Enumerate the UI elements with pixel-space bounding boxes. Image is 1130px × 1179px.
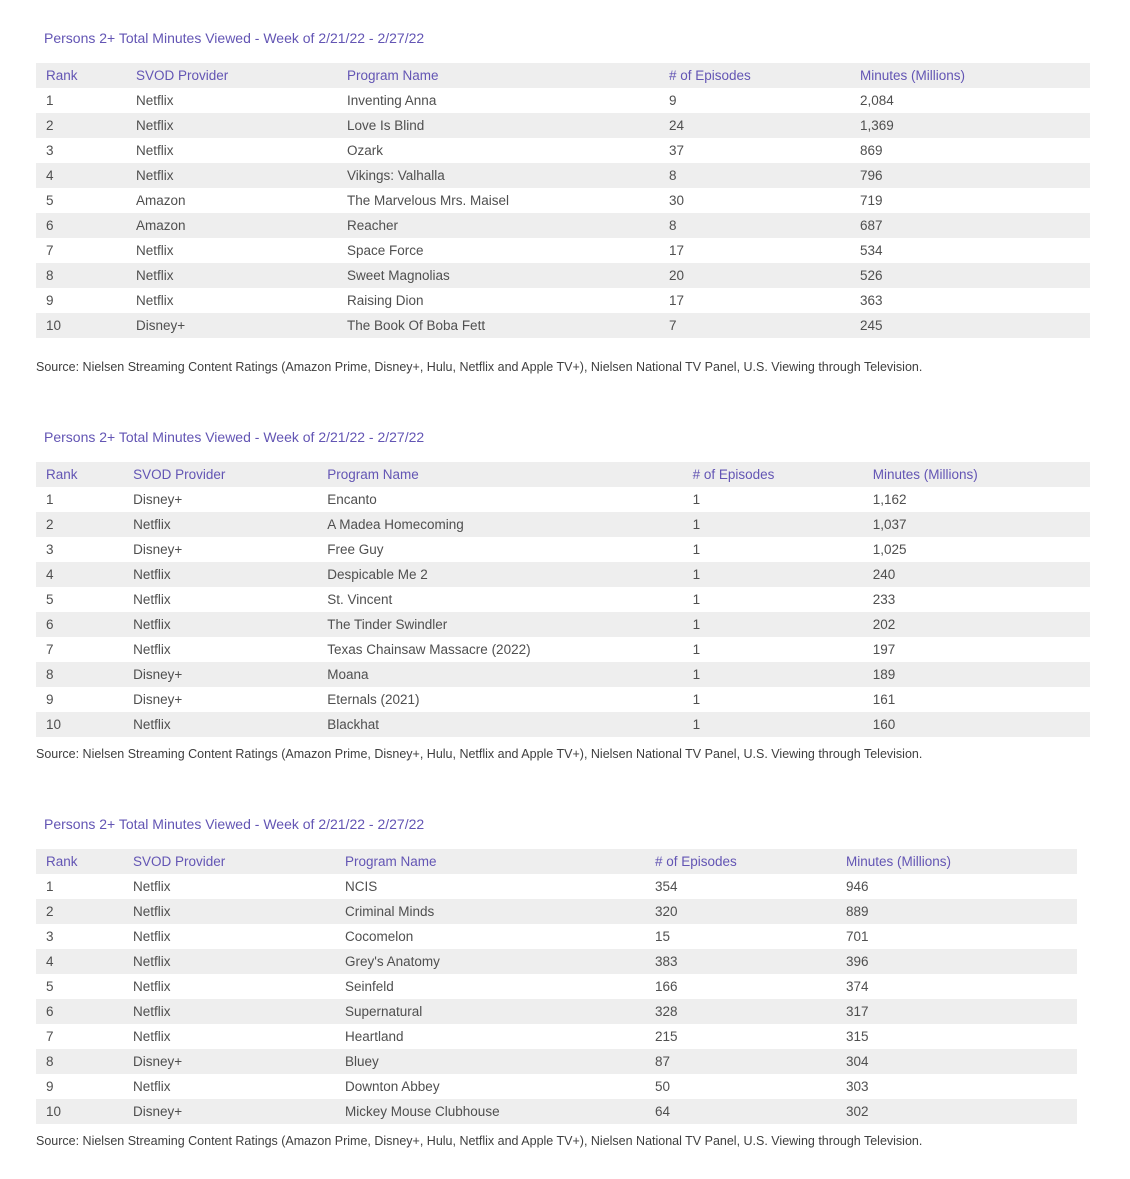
table-title: Persons 2+ Total Minutes Viewed - Week of 2/21/22 - 2/27/22 <box>44 30 425 46</box>
cell-episodes: 20 <box>669 268 685 283</box>
cell-rank: 1 <box>46 93 54 108</box>
table-row <box>36 138 1090 163</box>
cell-episodes: 15 <box>655 929 671 944</box>
cell-rank: 5 <box>46 979 54 994</box>
cell-rank: 3 <box>46 542 54 557</box>
cell-minutes: 687 <box>860 218 883 233</box>
table-row <box>36 587 1090 612</box>
cell-minutes: 315 <box>846 1029 869 1044</box>
cell-minutes: 1,162 <box>872 492 907 507</box>
cell-rank: 5 <box>46 193 54 208</box>
cell-provider: Netflix <box>133 954 171 969</box>
table-row <box>36 999 1077 1024</box>
cell-program: Encanto <box>327 492 377 507</box>
column-header-program: Program Name <box>327 467 419 482</box>
table-row <box>36 612 1090 637</box>
cell-rank: 9 <box>46 1079 54 1094</box>
cell-rank: 4 <box>46 954 54 969</box>
cell-provider: Netflix <box>133 517 171 532</box>
cell-minutes: 2,084 <box>860 93 894 108</box>
cell-episodes: 1 <box>692 492 701 507</box>
table-row <box>36 238 1090 263</box>
cell-episodes: 215 <box>655 1029 678 1044</box>
cell-provider: Netflix <box>136 268 174 283</box>
table-row <box>36 313 1090 338</box>
cell-rank: 1 <box>46 879 54 894</box>
cell-minutes: 189 <box>872 667 896 682</box>
cell-minutes: 303 <box>846 1079 869 1094</box>
cell-program: The Marvelous Mrs. Maisel <box>347 193 510 208</box>
cell-minutes: 304 <box>846 1054 869 1069</box>
cell-episodes: 383 <box>655 954 678 969</box>
cell-rank: 7 <box>46 243 54 258</box>
cell-provider: Netflix <box>133 904 171 919</box>
cell-minutes: 869 <box>860 143 883 158</box>
cell-episodes: 1 <box>692 592 701 607</box>
column-header-episodes: # of Episodes <box>692 467 775 482</box>
table-title: Persons 2+ Total Minutes Viewed - Week of 2/21/22 - 2/27/22 <box>44 429 425 445</box>
cell-episodes: 64 <box>655 1104 671 1119</box>
cell-minutes: 1,037 <box>872 517 907 532</box>
cell-episodes: 17 <box>669 243 685 258</box>
cell-minutes: 374 <box>846 979 869 994</box>
cell-episodes: 320 <box>655 904 678 919</box>
cell-program: St. Vincent <box>327 592 393 607</box>
table-row <box>36 1074 1077 1099</box>
cell-minutes: 197 <box>872 642 896 657</box>
cell-program: Free Guy <box>327 542 384 557</box>
cell-program: Raising Dion <box>347 293 424 308</box>
cell-rank: 1 <box>46 492 54 507</box>
table-row <box>36 899 1077 924</box>
cell-minutes: 719 <box>860 193 883 208</box>
cell-episodes: 50 <box>655 1079 671 1094</box>
cell-provider: Disney+ <box>136 318 186 333</box>
cell-program: Bluey <box>345 1054 379 1069</box>
cell-program: Ozark <box>347 143 384 158</box>
column-header-rank: Rank <box>46 467 78 482</box>
cell-episodes: 8 <box>669 218 677 233</box>
cell-provider: Netflix <box>133 617 171 632</box>
cell-rank: 6 <box>46 1004 54 1019</box>
cell-program: Cocomelon <box>345 929 414 944</box>
cell-minutes: 317 <box>846 1004 869 1019</box>
cell-episodes: 1 <box>692 667 701 682</box>
cell-episodes: 1 <box>692 692 701 707</box>
cell-minutes: 1,025 <box>872 542 907 557</box>
table-header-row <box>36 849 1077 874</box>
cell-rank: 9 <box>46 293 54 308</box>
source-note: Source: Nielsen Streaming Content Ratings (Amazon Prime, Disney+, Hulu, Netflix and Apple TV+), Nielsen National TV Panel, U.S. Viewing through Television. <box>36 747 923 761</box>
cell-minutes: 796 <box>860 168 883 183</box>
cell-rank: 3 <box>46 929 54 944</box>
cell-episodes: 1 <box>692 542 701 557</box>
cell-rank: 6 <box>46 617 54 632</box>
column-header-episodes: # of Episodes <box>655 854 737 869</box>
cell-provider: Netflix <box>133 979 171 994</box>
cell-program: NCIS <box>345 879 378 894</box>
cell-minutes: 889 <box>846 904 869 919</box>
cell-provider: Disney+ <box>133 667 183 682</box>
cell-episodes: 1 <box>692 517 701 532</box>
cell-episodes: 354 <box>655 879 678 894</box>
cell-program: Criminal Minds <box>345 904 435 919</box>
column-header-minutes: Minutes (Millions) <box>846 854 952 869</box>
cell-program: Vikings: Valhalla <box>347 168 445 183</box>
cell-provider: Netflix <box>133 879 171 894</box>
cell-minutes: 245 <box>860 318 883 333</box>
cell-program: Eternals (2021) <box>327 692 420 707</box>
cell-rank: 3 <box>46 143 54 158</box>
cell-program: The Book Of Boba Fett <box>347 318 486 333</box>
table-row <box>36 1024 1077 1049</box>
cell-provider: Netflix <box>136 243 174 258</box>
cell-program: Inventing Anna <box>347 93 437 108</box>
column-header-rank: Rank <box>46 68 78 83</box>
table-row <box>36 487 1090 512</box>
cell-program: Despicable Me 2 <box>327 567 428 582</box>
cell-program: Mickey Mouse Clubhouse <box>345 1104 500 1119</box>
cell-program: Blackhat <box>327 717 380 732</box>
cell-episodes: 1 <box>692 717 701 732</box>
cell-rank: 10 <box>46 717 62 732</box>
source-note: Source: Nielsen Streaming Content Ratings (Amazon Prime, Disney+, Hulu, Netflix and Apple TV+), Nielsen National TV Panel, U.S. Viewing through Television. <box>36 1134 923 1148</box>
minutes-viewed-table <box>36 462 1090 737</box>
table-row <box>36 924 1077 949</box>
cell-provider: Netflix <box>133 1004 171 1019</box>
cell-episodes: 8 <box>669 168 677 183</box>
cell-rank: 8 <box>46 667 54 682</box>
column-header-episodes: # of Episodes <box>669 68 751 83</box>
cell-provider: Amazon <box>136 193 186 208</box>
table-row <box>36 213 1090 238</box>
table-row <box>36 263 1090 288</box>
cell-provider: Netflix <box>136 143 174 158</box>
cell-episodes: 1 <box>692 567 701 582</box>
cell-episodes: 37 <box>669 143 685 158</box>
cell-episodes: 24 <box>669 118 685 133</box>
cell-rank: 7 <box>46 1029 54 1044</box>
cell-rank: 8 <box>46 1054 54 1069</box>
cell-provider: Netflix <box>133 592 171 607</box>
cell-provider: Netflix <box>133 1029 171 1044</box>
cell-minutes: 363 <box>860 293 883 308</box>
cell-episodes: 9 <box>669 93 677 108</box>
cell-provider: Netflix <box>136 93 174 108</box>
table-row <box>36 562 1090 587</box>
cell-provider: Netflix <box>133 567 171 582</box>
cell-minutes: 202 <box>872 617 896 632</box>
cell-episodes: 17 <box>669 293 685 308</box>
cell-program: Sweet Magnolias <box>347 268 450 283</box>
cell-minutes: 396 <box>846 954 869 969</box>
column-header-minutes: Minutes (Millions) <box>872 467 978 482</box>
cell-provider: Disney+ <box>133 492 183 507</box>
cell-rank: 6 <box>46 218 54 233</box>
column-header-provider: SVOD Provider <box>136 68 229 83</box>
cell-minutes: 534 <box>860 243 883 258</box>
cell-program: The Tinder Swindler <box>327 617 448 632</box>
table-row <box>36 537 1090 562</box>
cell-minutes: 233 <box>872 592 896 607</box>
cell-episodes: 166 <box>655 979 678 994</box>
cell-provider: Disney+ <box>133 692 183 707</box>
column-header-rank: Rank <box>46 854 78 869</box>
cell-episodes: 328 <box>655 1004 678 1019</box>
table-row <box>36 1049 1077 1074</box>
cell-minutes: 701 <box>846 929 869 944</box>
column-header-minutes: Minutes (Millions) <box>860 68 966 83</box>
cell-rank: 2 <box>46 118 54 133</box>
column-header-provider: SVOD Provider <box>133 854 226 869</box>
cell-minutes: 526 <box>860 268 883 283</box>
cell-rank: 8 <box>46 268 54 283</box>
cell-program: Supernatural <box>345 1004 423 1019</box>
cell-provider: Netflix <box>133 1079 171 1094</box>
cell-episodes: 1 <box>692 642 701 657</box>
table-row <box>36 637 1090 662</box>
cell-program: Love Is Blind <box>347 118 425 133</box>
cell-rank: 7 <box>46 642 54 657</box>
cell-program: Heartland <box>345 1029 404 1044</box>
cell-minutes: 1,369 <box>860 118 894 133</box>
table-header-row <box>36 462 1090 487</box>
cell-provider: Amazon <box>136 218 186 233</box>
source-note: Source: Nielsen Streaming Content Ratings (Amazon Prime, Disney+, Hulu, Netflix and Apple TV+), Nielsen National TV Panel, U.S. Viewing through Television. <box>36 360 923 374</box>
cell-program: Space Force <box>347 243 424 258</box>
cell-minutes: 161 <box>872 692 896 707</box>
table-row <box>36 512 1090 537</box>
cell-episodes: 1 <box>692 617 701 632</box>
cell-provider: Disney+ <box>133 1054 183 1069</box>
cell-rank: 9 <box>46 692 54 707</box>
cell-provider: Netflix <box>133 929 171 944</box>
cell-provider: Netflix <box>133 642 171 657</box>
cell-program: Downton Abbey <box>345 1079 440 1094</box>
cell-provider: Netflix <box>136 118 174 133</box>
table-row <box>36 1099 1077 1124</box>
table-row <box>36 288 1090 313</box>
ratings-section-1 <box>36 30 1130 375</box>
table-row <box>36 874 1077 899</box>
cell-provider: Netflix <box>136 168 174 183</box>
cell-rank: 10 <box>46 1104 62 1119</box>
table-row <box>36 662 1090 687</box>
cell-program: A Madea Homecoming <box>327 517 464 532</box>
minutes-viewed-table <box>36 63 1090 338</box>
table-row <box>36 949 1077 974</box>
cell-rank: 5 <box>46 592 54 607</box>
cell-rank: 4 <box>46 168 54 183</box>
table-row <box>36 974 1077 999</box>
minutes-viewed-table <box>36 849 1077 1124</box>
cell-episodes: 30 <box>669 193 685 208</box>
cell-minutes: 946 <box>846 879 869 894</box>
cell-episodes: 87 <box>655 1054 671 1069</box>
cell-program: Reacher <box>347 218 399 233</box>
table-header-row <box>36 63 1090 88</box>
column-header-program: Program Name <box>345 854 437 869</box>
ratings-section-3 <box>36 816 1130 1149</box>
cell-minutes: 160 <box>872 717 896 732</box>
column-header-provider: SVOD Provider <box>133 467 226 482</box>
cell-minutes: 302 <box>846 1104 869 1119</box>
cell-rank: 2 <box>46 904 54 919</box>
table-row <box>36 188 1090 213</box>
cell-rank: 10 <box>46 318 62 333</box>
cell-provider: Disney+ <box>133 1104 183 1119</box>
cell-program: Seinfeld <box>345 979 394 994</box>
cell-minutes: 240 <box>872 567 896 582</box>
table-row <box>36 163 1090 188</box>
table-row <box>36 687 1090 712</box>
cell-rank: 4 <box>46 567 54 582</box>
cell-program: Grey's Anatomy <box>345 954 440 969</box>
table-row <box>36 88 1090 113</box>
cell-episodes: 7 <box>669 318 677 333</box>
cell-rank: 2 <box>46 517 54 532</box>
cell-program: Texas Chainsaw Massacre (2022) <box>327 642 531 657</box>
cell-provider: Netflix <box>136 293 174 308</box>
cell-provider: Disney+ <box>133 542 183 557</box>
column-header-program: Program Name <box>347 68 439 83</box>
ratings-section-2 <box>36 429 1130 762</box>
table-title: Persons 2+ Total Minutes Viewed - Week of 2/21/22 - 2/27/22 <box>44 816 425 832</box>
cell-provider: Netflix <box>133 717 171 732</box>
table-row <box>36 113 1090 138</box>
table-row <box>36 712 1090 737</box>
cell-program: Moana <box>327 667 369 682</box>
